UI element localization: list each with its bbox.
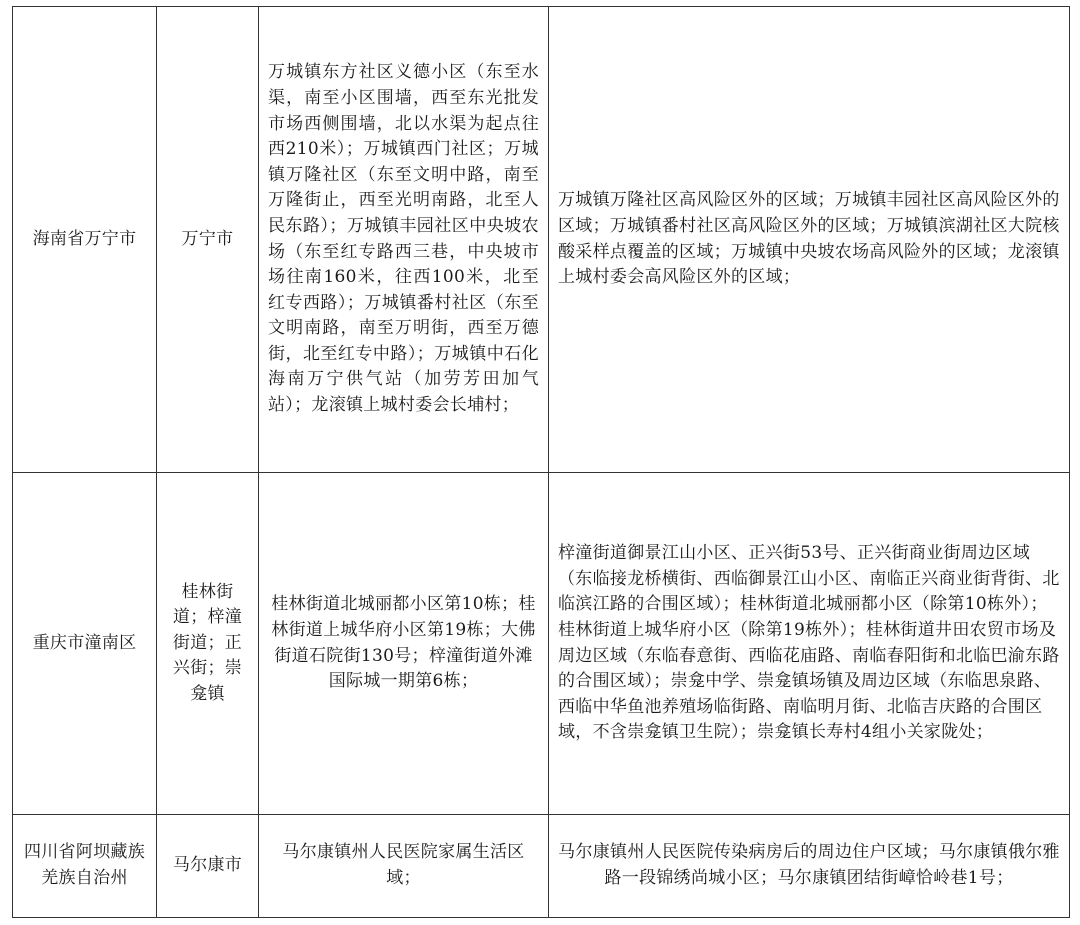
district-cell: [157, 7, 259, 473]
low-risk-text: 万城镇万隆社区高风险区外的区域；万城镇丰园社区高风险区外的区域；万城镇番村社区高风险区外的区域；万城镇滨湖社区大院核酸采样点覆盖的区域；万城镇中央坡农场高风险外的区域；龙滚镇上城村委会高风险区外的区域；: [558, 190, 1060, 288]
district-cell: [157, 815, 259, 918]
table-row: [13, 473, 1070, 815]
document-page: [12, 6, 1070, 918]
district-text: 万宁市: [181, 228, 234, 249]
low-risk-cell: [549, 473, 1070, 815]
province-cell: [13, 815, 157, 918]
high-risk-cell: [259, 815, 549, 918]
province-cell: [13, 473, 157, 815]
high-risk-cell: [259, 7, 549, 473]
high-risk-text: 桂林街道北城丽都小区第10栋；桂林街道上城华府小区第19栋；大佛街道石院街130号；梓潼街道外滩国际城一期第6栋；: [271, 594, 536, 692]
high-risk-cell: [259, 473, 549, 815]
risk-area-table: [12, 6, 1070, 918]
low-risk-text: 马尔康镇州人民医院传染病房后的周边住户区域；马尔康镇俄尔雅路一段锦绣尚城小区；马尔康镇团结街嶂恰岭巷1号；: [558, 842, 1060, 888]
district-text: 桂林街道；梓潼街道；正兴街；崇龛镇: [172, 581, 243, 704]
district-text: 马尔康市: [172, 855, 243, 876]
district-cell: [157, 473, 259, 815]
province-text: 四川省阿坝藏族羌族自治州: [23, 842, 146, 888]
high-risk-text: 马尔康镇州人民医院家属生活区域；: [282, 842, 525, 888]
low-risk-cell: [549, 7, 1070, 473]
high-risk-text: 万城镇东方社区义德小区（东至水渠，南至小区围墙，西至东光批发市场西侧围墙，北以水渠为起点往西210米）；万城镇西门社区；万城镇万隆社区（东至文明中路，南至万隆街止，西至光明南路，北至人民东路）；万城镇丰园社区中央坡农场（东至红专路西三巷，中央坡市场往南160米，往西100米，北至红专西路）；万城镇番村社区（东至文明南路，南至万明街，西至万德街，北至红专中路）；万城镇中石化海南万宁供气站（加劳芳田加气站）；龙滚镇上城村委会长埔村；: [268, 62, 539, 416]
table-row: [13, 7, 1070, 473]
province-cell: [13, 7, 157, 473]
table-row: [13, 815, 1070, 918]
low-risk-cell: [549, 815, 1070, 918]
low-risk-text: 梓潼街道御景江山小区、正兴街53号、正兴街商业街周边区域（东临接龙桥横街、西临御景江山小区、南临正兴商业街背街、北临滨江路的合围区域）；桂林街道北城丽都小区（除第10栋外）；桂林街道上城华府小区（除第19栋外）；桂林街道井田农贸市场及周边区域（东临春意街、西临花庙路、南临春阳街和北临巴渝东路的合围区域）；崇龛中学、崇龛镇场镇及周边区域（东临思泉路、西临中华鱼池养殖场临街路、南临明月街、北临吉庆路的合围区域，不含崇龛镇卫生院）；崇龛镇长寿村4组小关家陇处；: [558, 543, 1060, 743]
province-text: 重庆市潼南区: [32, 632, 137, 653]
province-text: 海南省万宁市: [32, 228, 137, 249]
